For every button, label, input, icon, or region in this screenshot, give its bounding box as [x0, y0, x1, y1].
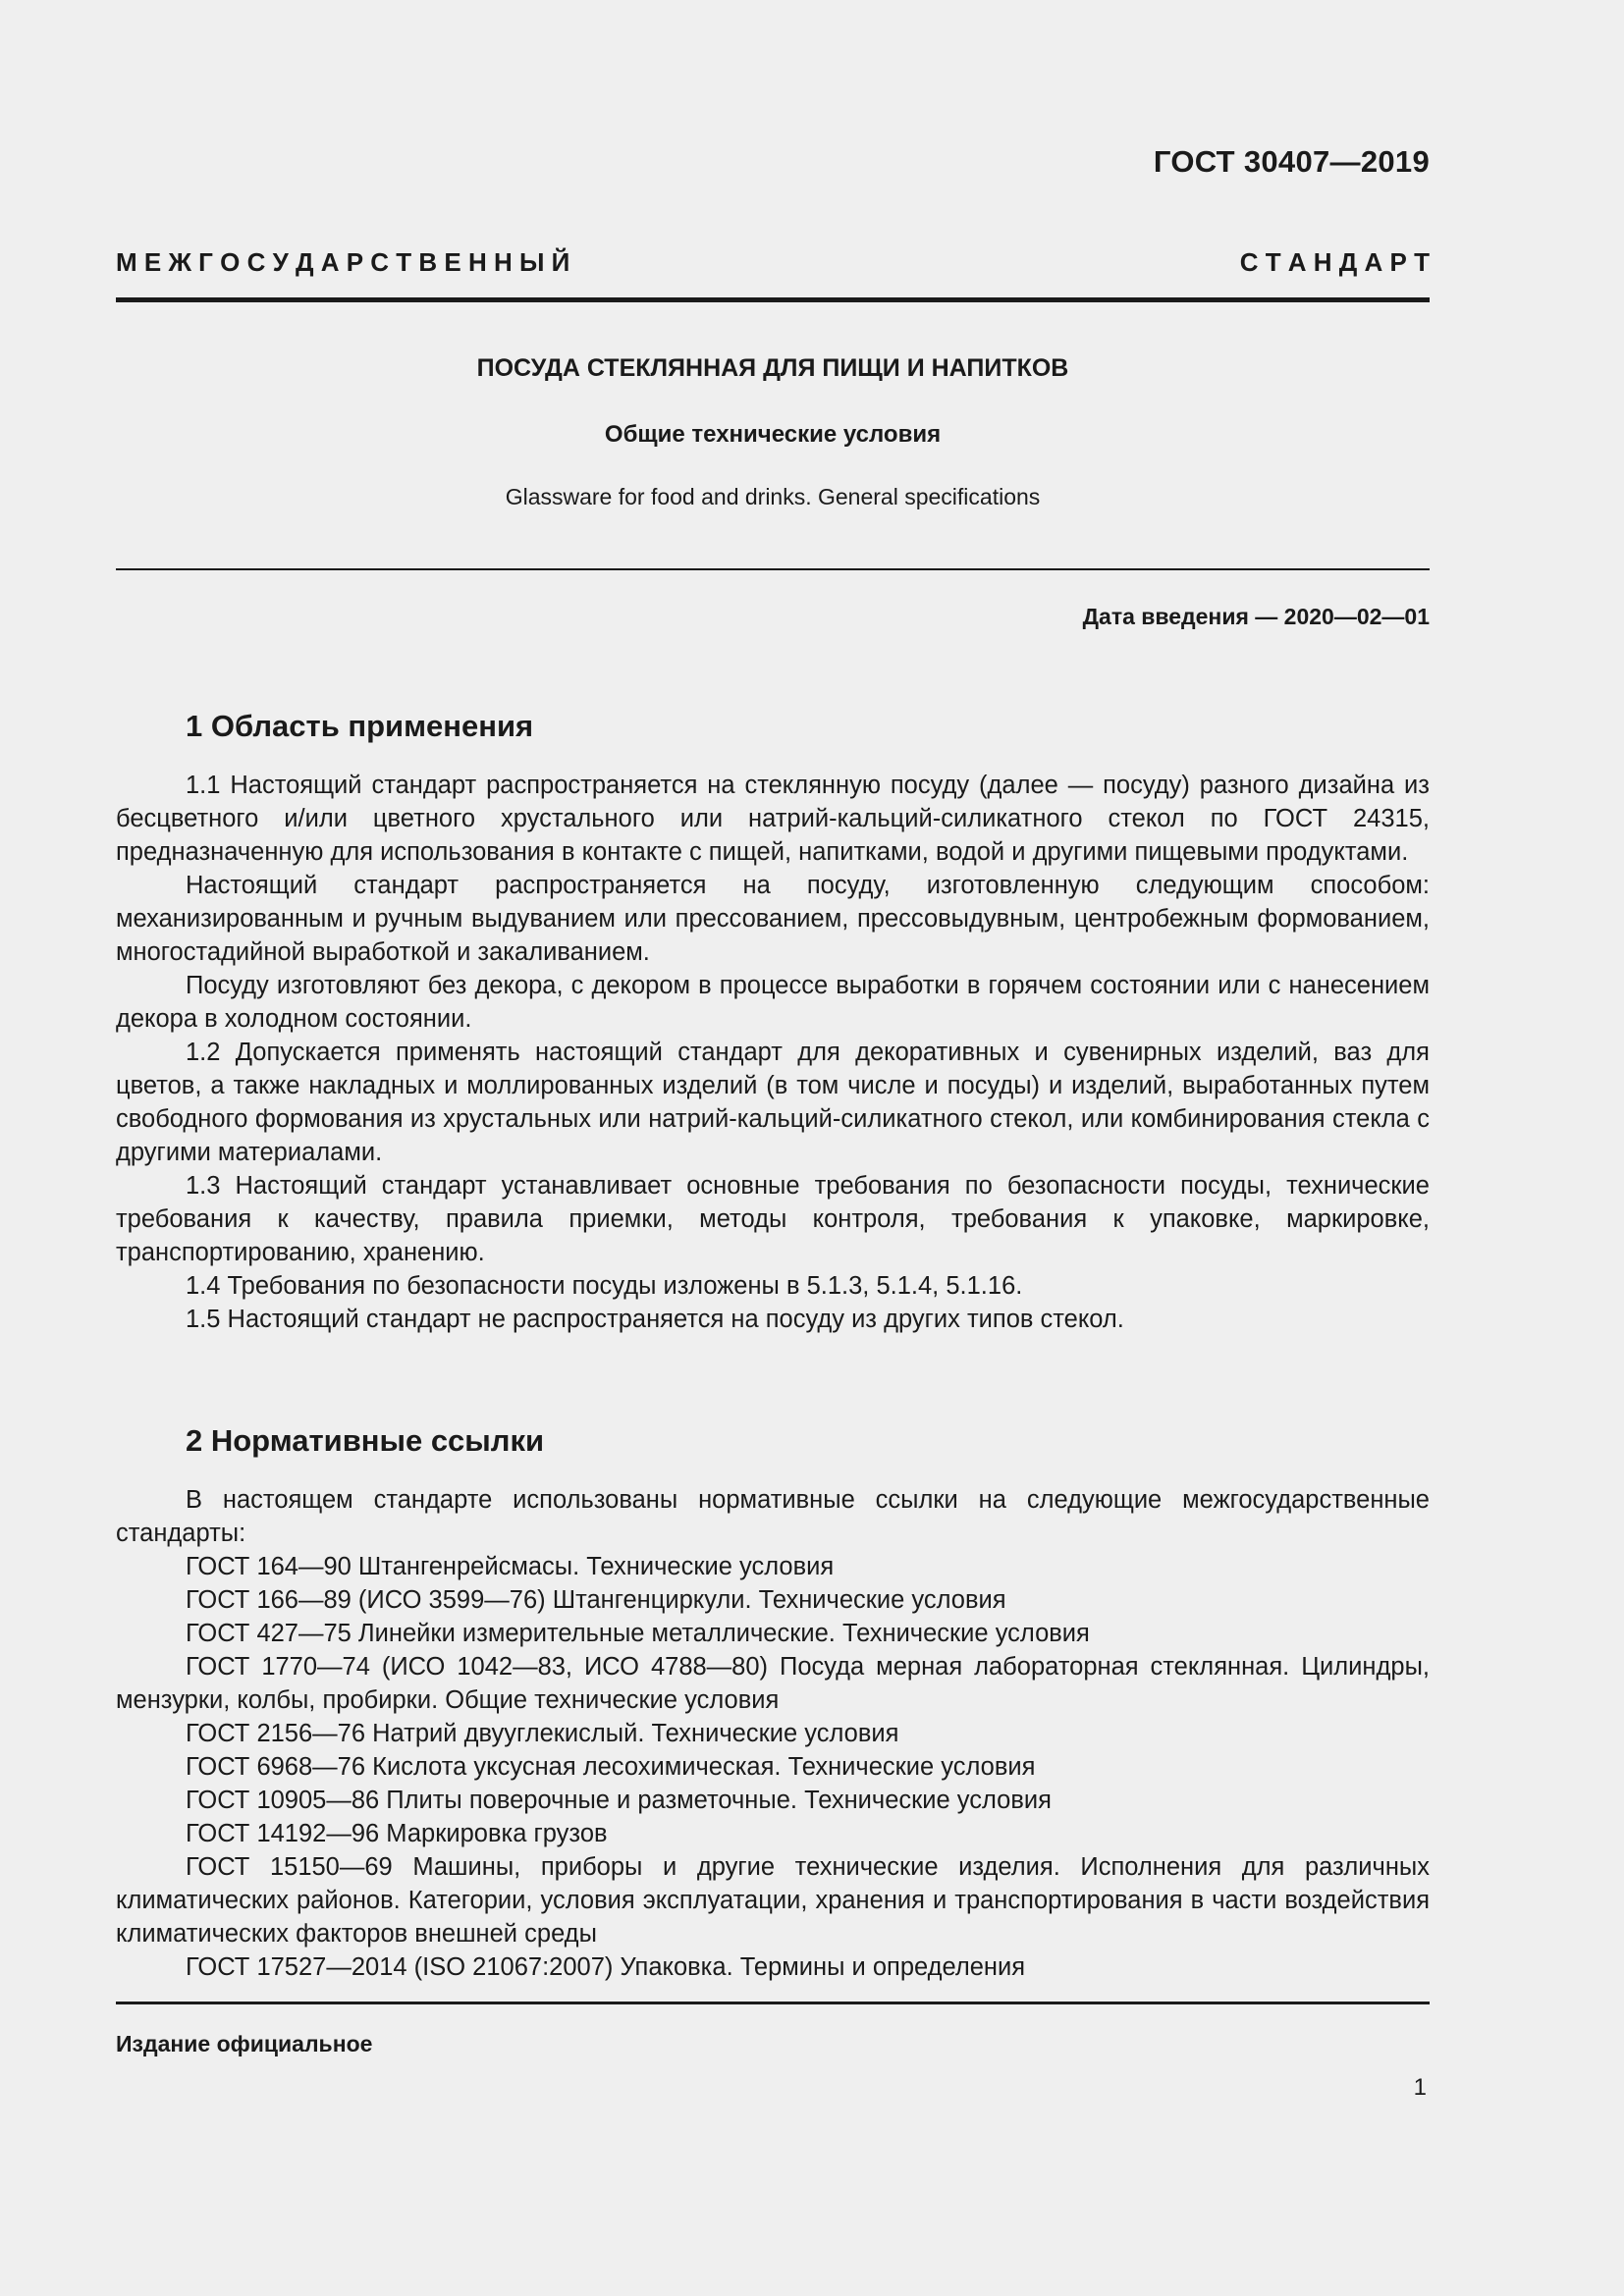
paragraph: 1.4 Требования по безопасности посуды изложены в 5.1.3, 5.1.4, 5.1.16.	[186, 1272, 1023, 1300]
header-rule	[116, 297, 1430, 302]
banner-word-standard: С Т А Н Д А Р Т	[1239, 247, 1430, 277]
paragraph: Посуду изготовляют без декора, с декором в процессе выработки в горячем состоянии или с нанесением декора в холодном состоянии.	[116, 972, 1430, 1033]
reference-item: ГОСТ 6968—76 Кислота уксусная лесохимическая. Технические условия	[186, 1753, 1036, 1781]
reference-item: ГОСТ 10905—86 Плиты поверочные и разметочные. Технические условия	[186, 1787, 1052, 1814]
section-1-heading: 1 Область применения	[186, 709, 534, 743]
standard-banner	[116, 247, 1430, 278]
footer-rule	[116, 2002, 1430, 2004]
reference-item: ГОСТ 2156—76 Натрий двууглекислый. Технические условия	[186, 1720, 899, 1747]
reference-item: ГОСТ 17527—2014 (ISO 21067:2007) Упаковка. Термины и определения	[186, 1953, 1026, 1981]
reference-item: ГОСТ 166—89 (ИСО 3599—76) Штангенциркули. Технические условия	[186, 1586, 1006, 1614]
paragraph: В настоящем стандарте использованы нормативные ссылки на следующие межгосударственные стандарты:	[116, 1486, 1430, 1547]
banner-word-interstate: М Е Ж Г О С У Д А Р С Т В Е Н Н Ы Й	[116, 247, 570, 277]
page-number: 1	[1413, 2074, 1427, 2101]
document-number: ГОСТ 30407—2019	[1153, 144, 1430, 179]
paragraph: 1.1 Настоящий стандарт распространяется на стеклянную посуду (далее — посуду) разного дизайна из бесцветного и/или цветного хрустального или натрий-кальций-силикатного стекол по ГОСТ 24315, предназначенную для использования в контакте с пищей, напитками, водой и другими пищевыми продуктами.	[116, 772, 1430, 866]
title-rule	[116, 568, 1430, 570]
reference-item: ГОСТ 164—90 Штангенрейсмасы. Технические условия	[186, 1553, 835, 1580]
reference-item: ГОСТ 427—75 Линейки измерительные металлические. Технические условия	[186, 1620, 1090, 1647]
introduction-date: Дата введения — 2020—02—01	[1082, 604, 1430, 629]
paragraph: 1.5 Настоящий стандарт не распространяется на посуду из других типов стекол.	[186, 1306, 1124, 1333]
reference-item: ГОСТ 1770—74 (ИСО 1042—83, ИСО 4788—80) Посуда мерная лабораторная стеклянная. Цилиндры, мензурки, колбы, пробирки. Общие технические условия	[116, 1653, 1430, 1714]
paragraph: 1.3 Настоящий стандарт устанавливает основные требования по безопасности посуды, технические требования к качеству, правила приемки, методы контроля, требования к упаковке, маркировке, транспортированию, хранению.	[116, 1172, 1430, 1266]
section-1-body	[116, 769, 1430, 1336]
official-edition-label: Издание официальное	[116, 2031, 373, 2056]
section-2-heading: 2 Нормативные ссылки	[186, 1423, 545, 1458]
english-title: Glassware for food and drinks. General specifications	[505, 484, 1041, 509]
section-2-body	[116, 1483, 1430, 1984]
paragraph: Настоящий стандарт распространяется на посуду, изготовленную следующим способом: механизированным и ручным выдуванием или прессованием, прессовыдувным, центробежным формованием, многостадийной выработкой и закаливанием.	[116, 872, 1430, 966]
paragraph: 1.2 Допускается применять настоящий стандарт для декоративных и сувенирных изделий, ваз для цветов, а также накладных и моллированных изделий (в том числе и посуды) и изделий, выработанных путем свободного формования из хрустальных или натрий-кальций-силикатного стекол, или комбинирования стекла с другими материалами.	[116, 1039, 1430, 1166]
document-title: ПОСУДА СТЕКЛЯННАЯ ДЛЯ ПИЩИ И НАПИТКОВ	[476, 354, 1069, 382]
reference-item: ГОСТ 14192—96 Маркировка грузов	[186, 1820, 608, 1847]
document-subtitle: Общие технические условия	[604, 421, 942, 448]
reference-item: ГОСТ 15150—69 Машины, приборы и другие технические изделия. Исполнения для различных климатических районов. Категории, условия эксплуатации, хранения и транспортирования в части воздействия климатических факторов внешней среды	[116, 1853, 1430, 1948]
